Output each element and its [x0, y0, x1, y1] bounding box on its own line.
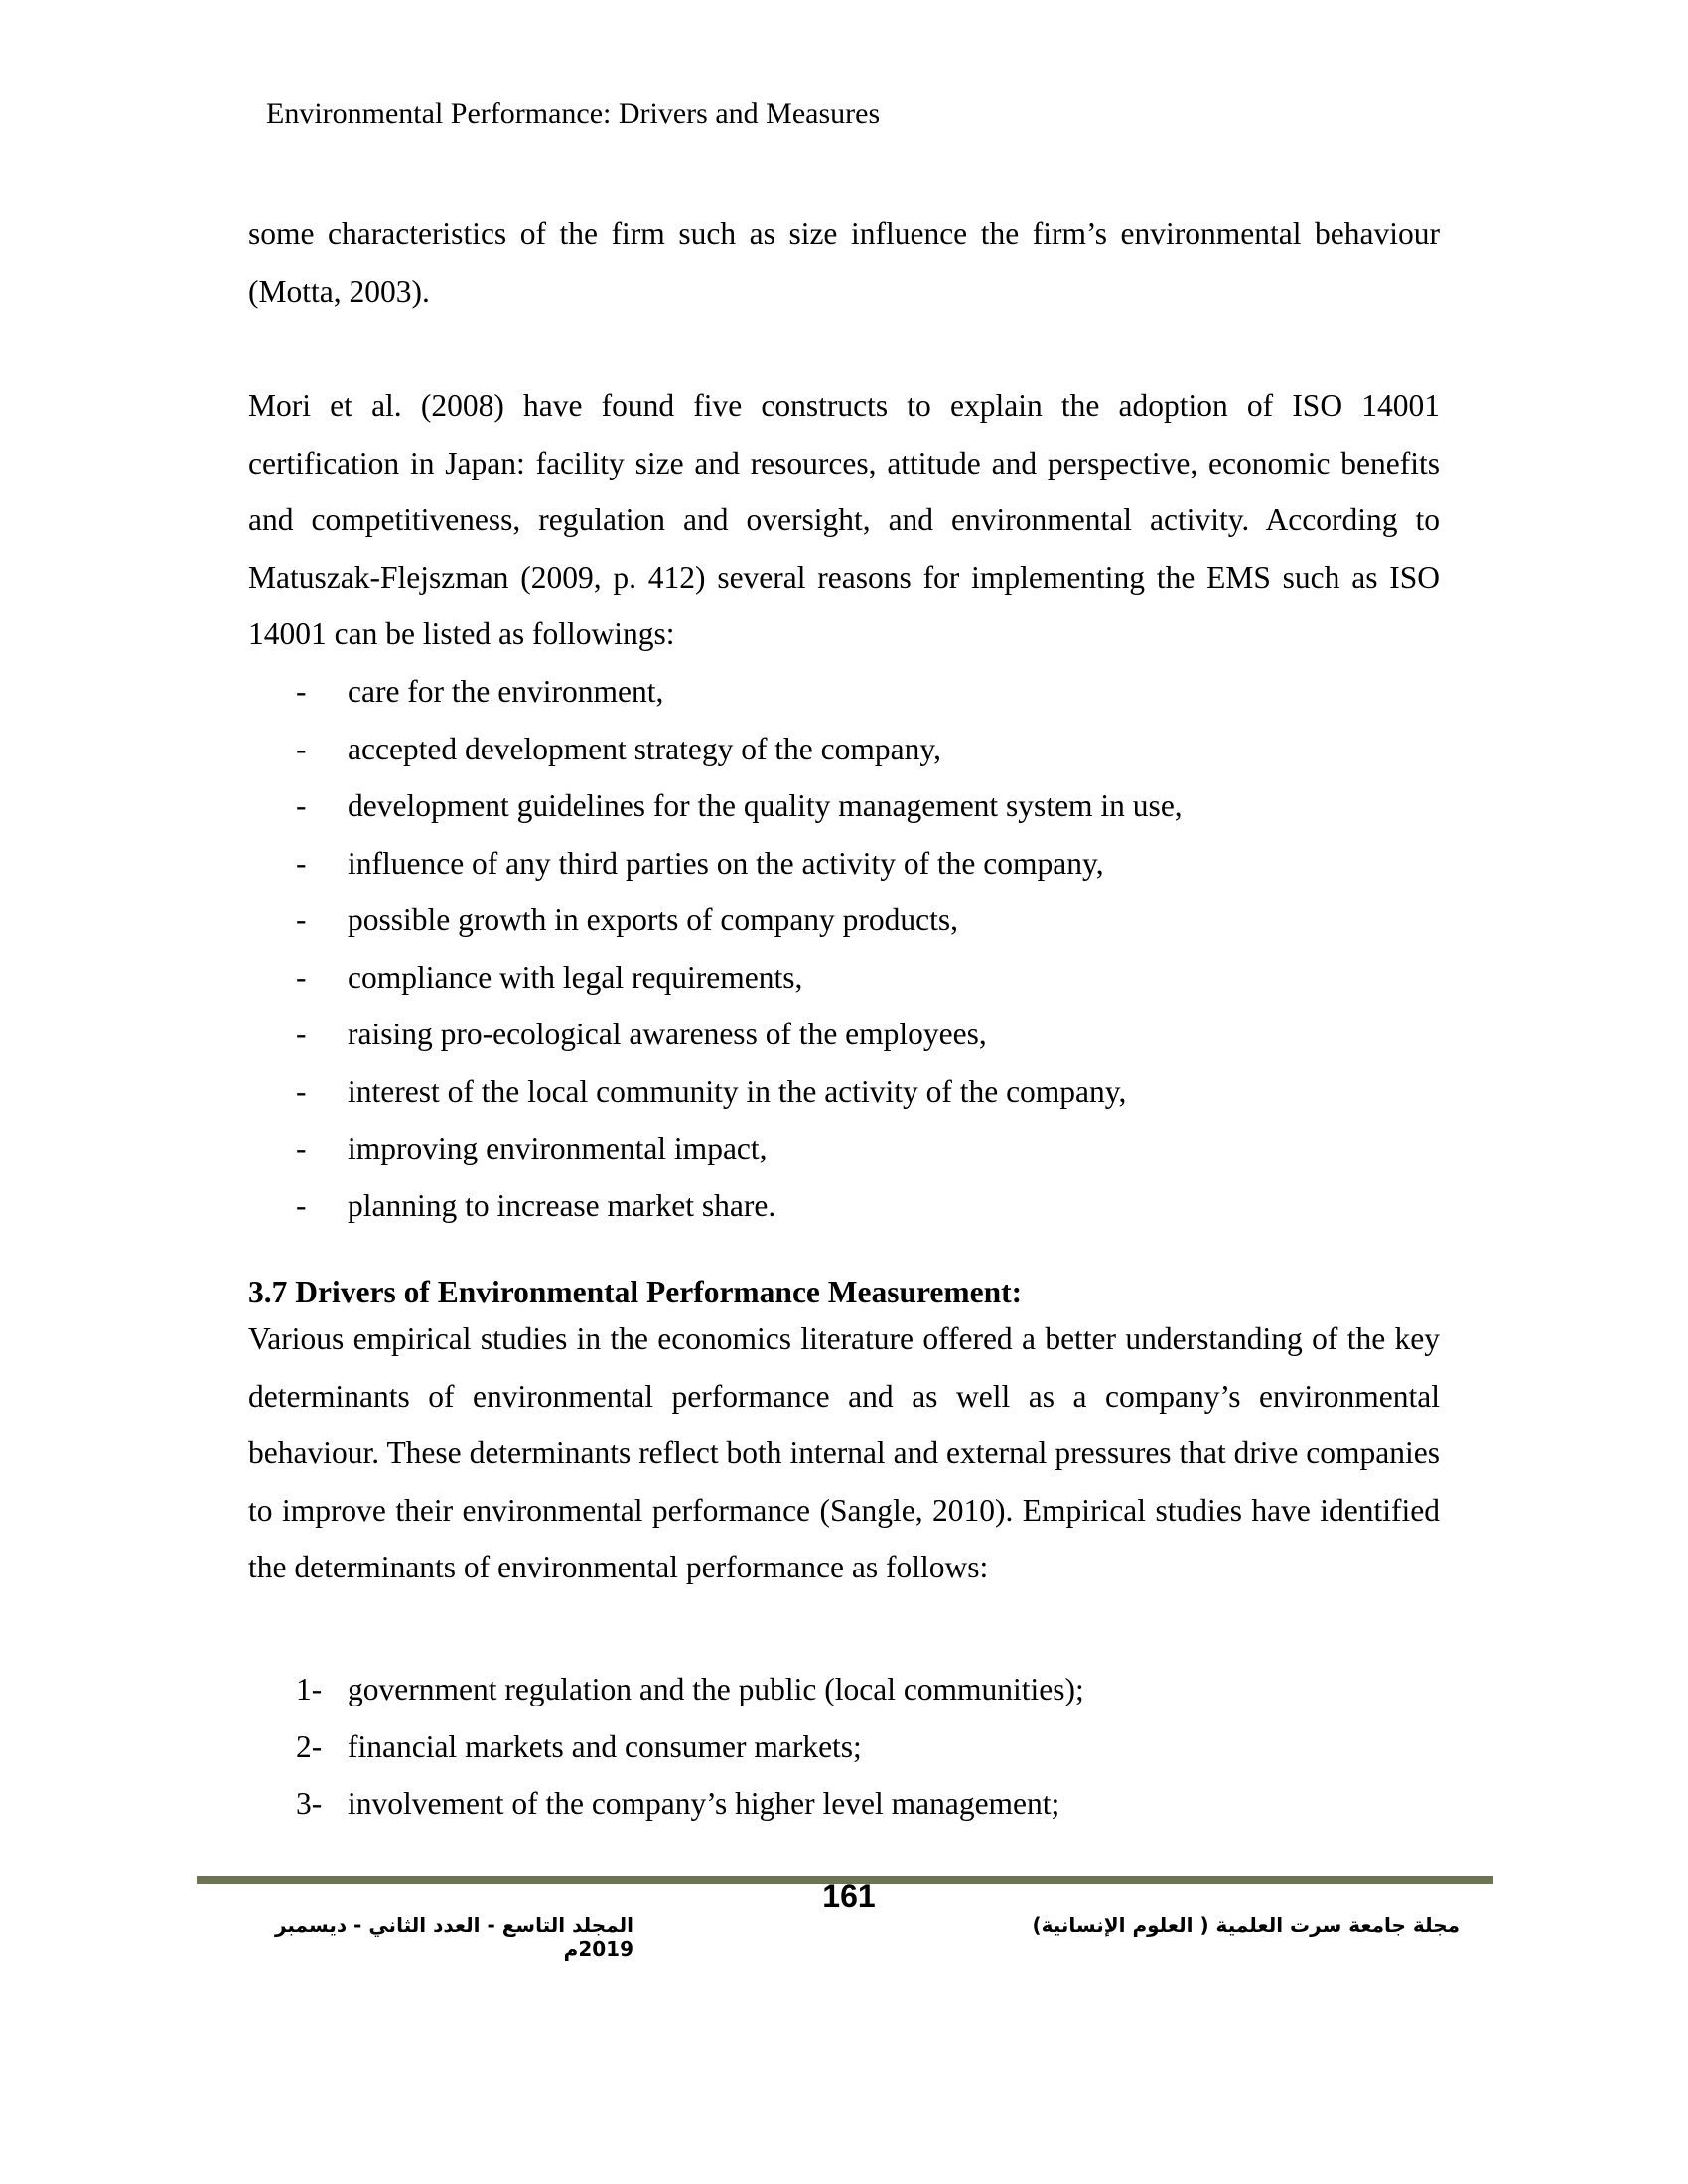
footer-issue-info: المجلد التاسع - العدد الثاني - ديسمبر 2019م [274, 1913, 633, 1961]
paragraph-text: some characteristics of the firm such as size influence the firm’s environmental behaviour (Motta, 2003). [248, 216, 1440, 309]
list-marker: - [296, 1187, 307, 1223]
list-item [248, 1177, 1440, 1235]
list-item [248, 777, 1440, 835]
list-marker: 3- [296, 1786, 323, 1821]
list-item-text: influence of any third parties on the activity of the company, [348, 845, 1104, 881]
list-marker: 1- [296, 1672, 323, 1706]
list-marker: - [296, 788, 307, 823]
list-marker: - [296, 1017, 307, 1051]
list-item-text: development guidelines for the quality management system in use, [348, 788, 1183, 823]
list-item-text: raising pro-ecological awareness of the employees, [348, 1017, 987, 1051]
list-item-text: compliance with legal requirements, [348, 959, 803, 995]
running-header: Environmental Performance: Drivers and Measures [266, 97, 881, 130]
list-marker: - [296, 1073, 307, 1109]
paragraph-1 [248, 205, 1440, 320]
section-heading: 3.7 Drivers of Environmental Performance Measurement: [248, 1275, 1023, 1309]
paragraph-text: Various empirical studies in the economics literature offered a better understanding of the key determinants of environmental performance and as well as a company’s environmental behaviour. These determinants reflect both internal and external pressures that drive companies to improve their environmental performance (Sangle, 2010). Empirical studies have identified the determinants of environmental performance as follows: [248, 1321, 1440, 1584]
list-item [248, 1775, 1440, 1833]
list-marker: - [296, 674, 307, 709]
list-marker: - [296, 959, 307, 995]
list-marker: - [296, 902, 307, 937]
list-item-text: financial markets and consumer markets; [348, 1728, 862, 1764]
paragraph-3 [248, 1310, 1440, 1596]
list-item [248, 1718, 1440, 1776]
list-item [248, 891, 1440, 949]
paragraph-2 [248, 377, 1440, 663]
page-number: 161 [822, 1878, 876, 1914]
list-marker: - [296, 731, 307, 766]
list-item [248, 949, 1440, 1007]
paragraph-text: Mori et al. (2008) have found five constructs to explain the adoption of ISO 14001 certification in Japan: facility size and resources, attitude and perspective, economic benefits and competitiveness, regulation and oversight, and environmental activity. According to Matuszak-Flejszman (2009, p. 412) several reasons for implementing the EMS such as ISO 14001 can be listed as followings: [248, 388, 1440, 651]
footer-journal-name: مجلة جامعة سرت العلمية ( العلوم الإنسانية) [1032, 1913, 1460, 1937]
list-item [248, 1063, 1440, 1121]
list-item [248, 1661, 1440, 1718]
list-item [248, 835, 1440, 892]
list-item [248, 721, 1440, 778]
list-item [248, 1006, 1440, 1063]
list-item-text: care for the environment, [348, 674, 664, 709]
list-item [248, 1120, 1440, 1177]
list-item-text: improving environmental impact, [348, 1131, 768, 1165]
list-item-text: government regulation and the public (local communities); [348, 1672, 1084, 1706]
determinants-list [248, 1661, 1440, 1833]
list-item-text: possible growth in exports of company products, [348, 902, 959, 937]
list-marker: 2- [296, 1728, 323, 1764]
list-marker: - [296, 845, 307, 881]
list-item-text: interest of the local community in the activity of the company, [348, 1073, 1127, 1109]
list-item-text: accepted development strategy of the company, [348, 731, 941, 766]
list-item [248, 663, 1440, 721]
iso-reasons-list [248, 663, 1440, 1234]
list-item-text: planning to increase market share. [348, 1187, 776, 1223]
list-item-text: involvement of the company’s higher level management; [348, 1786, 1060, 1821]
list-marker: - [296, 1131, 307, 1165]
